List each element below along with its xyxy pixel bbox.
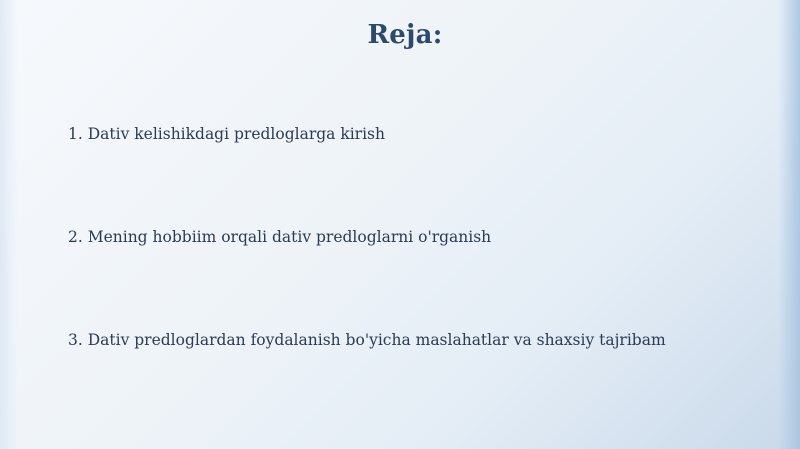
plan-item-2: 2. Mening hobbiim orqali dativ predloglarni o'rganish	[68, 228, 492, 246]
slide-title: Reja:	[367, 20, 443, 50]
left-edge-gradient	[0, 0, 18, 449]
plan-item-1: 1. Dativ kelishikdagi predloglarga kirish	[68, 125, 385, 143]
plan-item-3: 3. Dativ predloglardan foydalanish bo'yicha maslahatlar va shaxsiy tajribam	[68, 331, 666, 349]
right-edge-gradient	[778, 0, 800, 449]
